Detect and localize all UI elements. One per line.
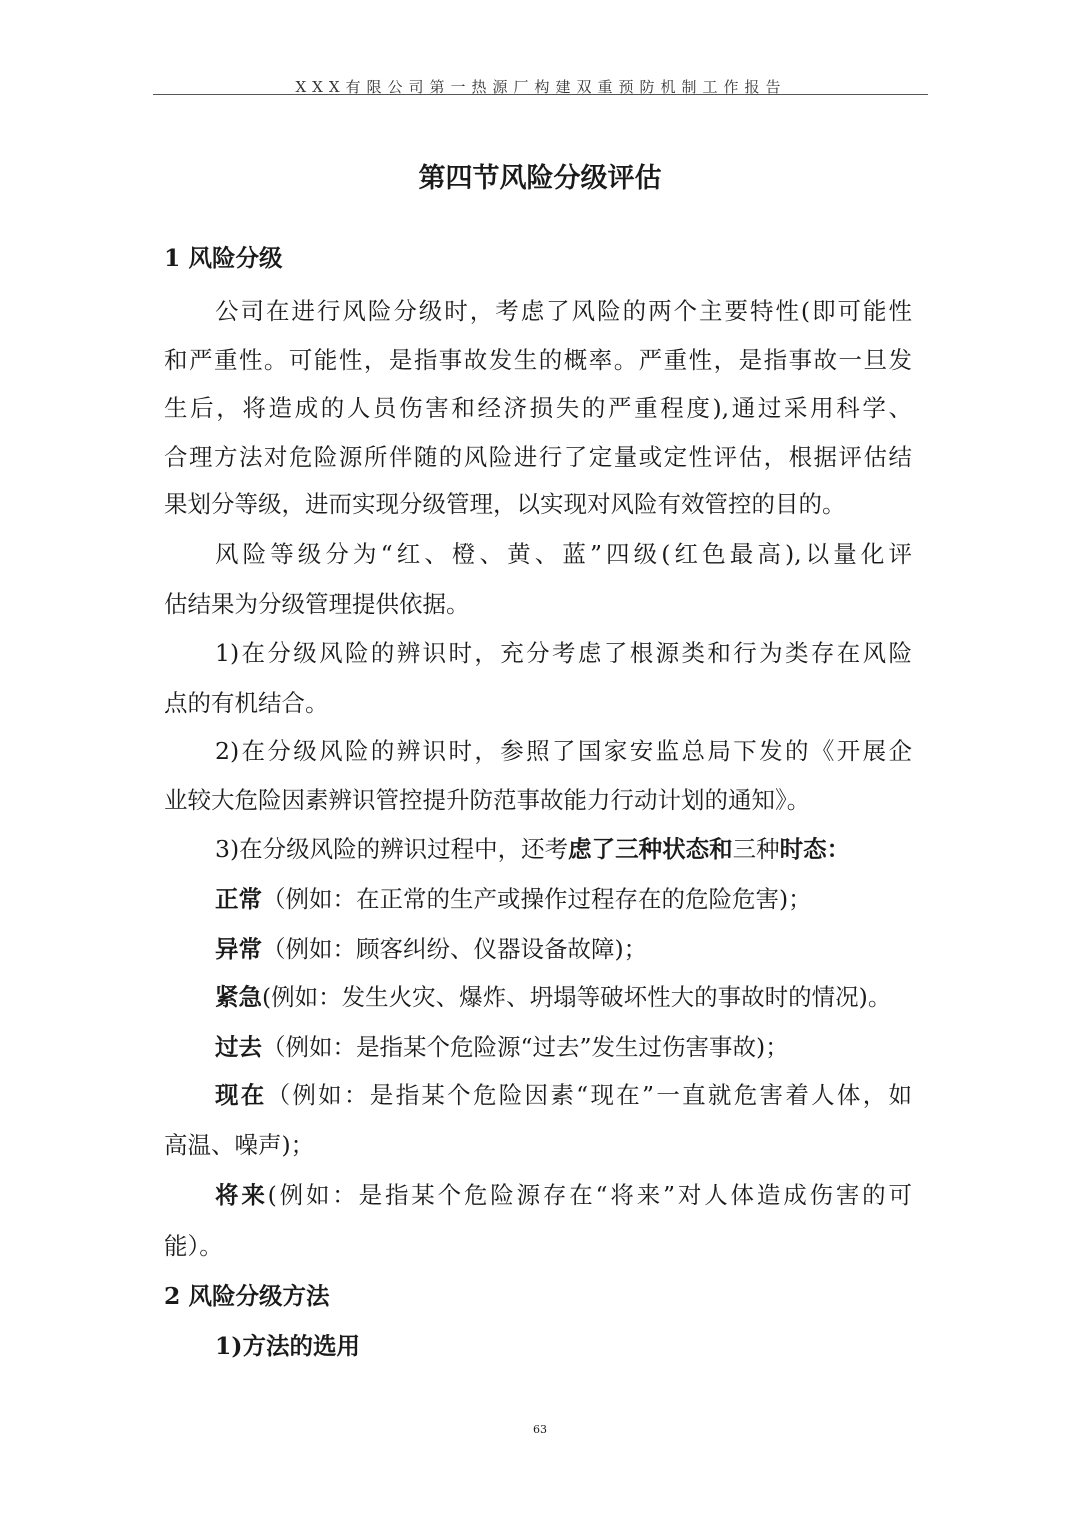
bold-text: 现在	[215, 1081, 267, 1109]
text-line	[164, 489, 912, 519]
text: 2)在分级风险的辨识时，参照了国家安监总局下发的《开展企	[215, 737, 912, 765]
text: 公司在进行风险分级时，考虑了风险的两个主要特性(即可能性	[215, 297, 912, 325]
section-heading	[215, 1331, 912, 1361]
text-line	[164, 785, 912, 815]
bold-text: 1 风险分级	[164, 244, 283, 272]
text: (例如：发生火灾、爆炸、坍塌等破坏性大的事故时的情况)。	[262, 983, 892, 1011]
text-line	[215, 296, 912, 326]
bold-text: 将来	[215, 1181, 268, 1209]
text: 3)在分级风险的辨识过程中，还考	[215, 835, 569, 863]
text-line	[164, 345, 912, 375]
text-line	[215, 1080, 912, 1110]
text-line	[215, 884, 912, 914]
bold-text: 时态：	[779, 835, 851, 863]
text: 点的有机结合。	[164, 689, 329, 717]
text-line	[164, 688, 912, 718]
text-line	[215, 736, 912, 766]
text: （例如：在正常的生产或操作过程存在的危险危害)；	[262, 885, 812, 913]
text-line	[215, 1180, 912, 1210]
text: 能）。	[164, 1232, 223, 1260]
running-header: XXX有限公司第一热源厂构建双重预防机制工作报告	[295, 78, 787, 96]
text: 1)在分级风险的辨识时，充分考虑了根源类和行为类存在风险	[215, 639, 912, 667]
section-title: 第四节风险分级评估	[418, 163, 662, 194]
text-line	[164, 1130, 912, 1160]
text-line	[164, 442, 912, 472]
text-line	[215, 982, 912, 1012]
text-line	[164, 1231, 912, 1261]
bold-text: 正常	[215, 885, 262, 913]
text-line	[215, 539, 912, 569]
bold-text: 2 风险分级方法	[164, 1282, 330, 1310]
header-rule	[153, 94, 928, 95]
bold-text: 紧急	[215, 983, 262, 1011]
text-line	[164, 589, 912, 619]
text: 合理方法对危险源所伴随的风险进行了定量或定性评估，根据评估结	[164, 443, 912, 471]
text: 果划分等级，进而实现分级管理，以实现对风险有效管控的目的。	[164, 490, 846, 518]
text: 三种	[732, 835, 780, 863]
text: （例如：是指某个危险因素“现在”一直就危害着人体，如	[266, 1081, 912, 1109]
text: 高温、噪声)；	[164, 1131, 315, 1159]
bold-text: 1)方法的选用	[215, 1332, 360, 1360]
text: (例如：是指某个危险源存在“将来”对人体造成伤害的可	[267, 1181, 912, 1209]
text: （例如：顾客纠纷、仪器设备故障)；	[262, 935, 648, 963]
text: 风险等级分为“红、橙、黄、蓝”四级(红色最高),以量化评	[215, 540, 912, 568]
text: 和严重性。可能性，是指事故发生的概率。严重性，是指事故一旦发	[164, 346, 912, 374]
section-heading	[164, 243, 912, 273]
text-line	[215, 934, 912, 964]
bold-text: 异常	[215, 935, 262, 963]
text-line	[215, 1032, 912, 1062]
text: 估结果为分级管理提供依据。	[164, 590, 470, 618]
text: （例如：是指某个危险源“过去”发生过伤害事故)；	[262, 1033, 789, 1061]
text-line	[164, 393, 912, 423]
text-line	[215, 638, 912, 668]
page-number: 63	[533, 1423, 547, 1436]
bold-text: 虑了三种状态和	[568, 835, 733, 863]
text: 生后，将造成的人员伤害和经济损失的严重程度),通过采用科学、	[164, 394, 912, 422]
section-heading	[164, 1281, 912, 1311]
bold-text: 过去	[215, 1033, 262, 1061]
text: 业较大危险因素辨识管控提升防范事故能力行动计划的通知》。	[164, 786, 811, 814]
text-line	[215, 834, 912, 864]
